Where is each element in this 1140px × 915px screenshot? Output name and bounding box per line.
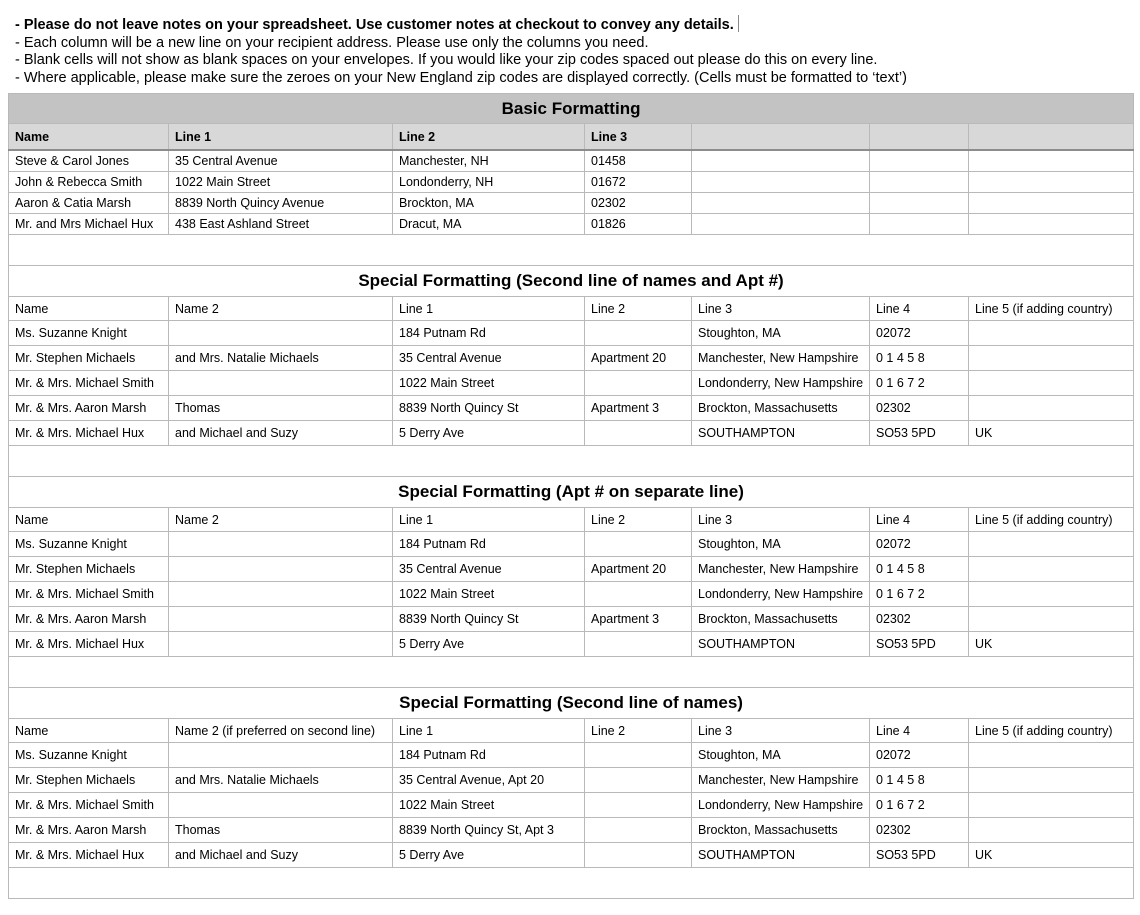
table-cell[interactable] xyxy=(969,768,1134,793)
table-cell[interactable]: 0 1 4 5 8 xyxy=(870,557,969,582)
table-cell[interactable]: 35 Central Avenue xyxy=(393,346,585,371)
header-cell[interactable]: Line 4 xyxy=(870,719,969,743)
table-cell[interactable]: and Michael and Suzy xyxy=(169,843,393,868)
table-row xyxy=(9,371,1134,396)
header-row xyxy=(9,719,1134,743)
table-cell[interactable]: 1022 Main Street xyxy=(169,172,393,193)
section-title-row xyxy=(9,477,1134,508)
table-cell[interactable]: Londonderry, NH xyxy=(393,172,585,193)
header-cell[interactable]: Name xyxy=(9,508,169,532)
header-cell[interactable]: Line 4 xyxy=(870,297,969,321)
table-cell[interactable] xyxy=(585,768,692,793)
table-cell[interactable] xyxy=(692,214,870,235)
table-row xyxy=(9,150,1134,172)
header-cell[interactable]: Name xyxy=(9,297,169,321)
table-cell[interactable]: Ms. Suzanne Knight xyxy=(9,532,169,557)
table-cell[interactable]: 35 Central Avenue xyxy=(393,557,585,582)
blank-row xyxy=(9,657,1134,688)
table-cell[interactable] xyxy=(969,582,1134,607)
table-cell[interactable]: Londonderry, New Hampshire xyxy=(692,582,870,607)
table-cell[interactable]: 0 1 6 7 2 xyxy=(870,582,969,607)
table-cell[interactable]: 1022 Main Street xyxy=(393,582,585,607)
table-cell[interactable]: Ms. Suzanne Knight xyxy=(9,321,169,346)
header-row xyxy=(9,124,1134,151)
table-cell[interactable]: SO53 5PD xyxy=(870,843,969,868)
table-cell[interactable]: UK xyxy=(969,843,1134,868)
table-cell[interactable] xyxy=(969,321,1134,346)
table-cell[interactable] xyxy=(969,214,1134,235)
table-row xyxy=(9,743,1134,768)
header-cell[interactable]: Line 5 (if adding country) xyxy=(969,719,1134,743)
spreadsheet-grid xyxy=(8,93,1134,899)
table-cell[interactable]: Brockton, Massachusetts xyxy=(692,396,870,421)
header-cell[interactable]: Line 1 xyxy=(393,719,585,743)
table-cell[interactable]: 35 Central Avenue, Apt 20 xyxy=(393,768,585,793)
table-cell[interactable]: 01826 xyxy=(585,214,692,235)
blank-cell[interactable] xyxy=(9,446,1134,477)
table-cell[interactable] xyxy=(692,150,870,172)
table-cell[interactable] xyxy=(585,632,692,657)
section-title-row xyxy=(9,94,1134,124)
table-cell[interactable]: SOUTHAMPTON xyxy=(692,421,870,446)
table-row xyxy=(9,793,1134,818)
table-cell[interactable]: 8839 North Quincy St xyxy=(393,396,585,421)
table-row xyxy=(9,607,1134,632)
header-cell[interactable]: Line 2 xyxy=(585,719,692,743)
table-cell[interactable]: Apartment 20 xyxy=(585,557,692,582)
table-cell[interactable]: Mr. Stephen Michaels xyxy=(9,346,169,371)
table-row xyxy=(9,321,1134,346)
table-cell[interactable] xyxy=(169,607,393,632)
table-cell[interactable]: and Mrs. Natalie Michaels xyxy=(169,768,393,793)
table-cell[interactable] xyxy=(969,346,1134,371)
table-cell[interactable]: UK xyxy=(969,421,1134,446)
table-cell[interactable]: Mr. Stephen Michaels xyxy=(9,557,169,582)
table-row xyxy=(9,396,1134,421)
table-cell[interactable] xyxy=(870,150,969,172)
header-row xyxy=(9,297,1134,321)
table-cell[interactable] xyxy=(969,172,1134,193)
table-cell[interactable]: 1022 Main Street xyxy=(393,371,585,396)
table-cell[interactable] xyxy=(870,214,969,235)
table-row xyxy=(9,557,1134,582)
table-cell[interactable] xyxy=(969,818,1134,843)
table-cell[interactable]: Londonderry, New Hampshire xyxy=(692,371,870,396)
header-cell[interactable]: Line 1 xyxy=(169,124,393,151)
header-cell[interactable]: Line 4 xyxy=(870,508,969,532)
table-cell[interactable] xyxy=(870,193,969,214)
table-cell[interactable]: 01458 xyxy=(585,150,692,172)
note-text: - Please do not leave notes on your spreadsheet. Use customer notes at checkout to convey any details. xyxy=(15,17,734,33)
table-row xyxy=(9,193,1134,214)
table-row xyxy=(9,768,1134,793)
table-cell[interactable]: and Michael and Suzy xyxy=(169,421,393,446)
table-cell[interactable]: Manchester, New Hampshire xyxy=(692,557,870,582)
table-cell[interactable]: Apartment 3 xyxy=(585,396,692,421)
table-cell[interactable]: 5 Derry Ave xyxy=(393,843,585,868)
table-cell[interactable]: Brockton, MA xyxy=(393,193,585,214)
blank-cell[interactable] xyxy=(9,235,1134,266)
table-row xyxy=(9,214,1134,235)
table-cell[interactable]: 8839 North Quincy St xyxy=(393,607,585,632)
note-line[interactable]: - Each column will be a new line on your recipient address. Please use only the columns you need. xyxy=(15,34,649,51)
table-cell[interactable] xyxy=(969,396,1134,421)
table-cell[interactable]: SOUTHAMPTON xyxy=(692,843,870,868)
header-cell[interactable]: Line 3 xyxy=(585,124,692,151)
table-cell[interactable] xyxy=(870,172,969,193)
table-cell[interactable]: 1022 Main Street xyxy=(393,793,585,818)
table-cell[interactable]: 5 Derry Ave xyxy=(393,421,585,446)
table-cell[interactable] xyxy=(969,532,1134,557)
table-cell[interactable] xyxy=(585,321,692,346)
table-cell[interactable] xyxy=(692,193,870,214)
header-cell[interactable]: Line 3 xyxy=(692,719,870,743)
table-cell[interactable]: Apartment 3 xyxy=(585,607,692,632)
header-cell[interactable]: Line 2 xyxy=(585,508,692,532)
table-cell[interactable]: 02072 xyxy=(870,532,969,557)
section-title[interactable]: Special Formatting (Second line of names and Apt #) xyxy=(9,266,1134,297)
table-cell[interactable] xyxy=(169,371,393,396)
table-cell[interactable]: SO53 5PD xyxy=(870,421,969,446)
table-cell[interactable]: Stoughton, MA xyxy=(692,743,870,768)
blank-row xyxy=(9,868,1134,899)
table-cell[interactable] xyxy=(585,532,692,557)
table-cell[interactable] xyxy=(969,607,1134,632)
table-cell[interactable]: 8839 North Quincy St, Apt 3 xyxy=(393,818,585,843)
header-cell[interactable]: Name 2 xyxy=(169,508,393,532)
table-cell[interactable] xyxy=(585,421,692,446)
table-cell[interactable]: 184 Putnam Rd xyxy=(393,532,585,557)
table-cell[interactable]: Mr. & Mrs. Michael Smith xyxy=(9,582,169,607)
table-cell[interactable]: 02072 xyxy=(870,321,969,346)
table-cell[interactable]: Mr. & Mrs. Michael Smith xyxy=(9,793,169,818)
header-cell[interactable]: Name 2 xyxy=(169,297,393,321)
header-cell[interactable]: Name xyxy=(9,719,169,743)
table-cell[interactable]: 35 Central Avenue xyxy=(169,150,393,172)
header-cell[interactable]: Line 1 xyxy=(393,508,585,532)
table-cell[interactable]: John & Rebecca Smith xyxy=(9,172,169,193)
table-row xyxy=(9,421,1134,446)
note-line[interactable]: - Where applicable, please make sure the zeroes on your New England zip codes are displayed correctly. (Cells must be formatted to ‘text’) xyxy=(15,69,907,86)
note-line[interactable]: - Blank cells will not show as blank spaces on your envelopes. If you would like your zip codes spaced out please do this on every line. xyxy=(15,52,878,68)
table-cell[interactable]: SOUTHAMPTON xyxy=(692,632,870,657)
table-cell[interactable]: 184 Putnam Rd xyxy=(393,743,585,768)
table-cell[interactable] xyxy=(169,632,393,657)
table-cell[interactable] xyxy=(169,557,393,582)
header-cell[interactable]: Line 1 xyxy=(393,297,585,321)
header-cell[interactable]: Line 5 (if adding country) xyxy=(969,508,1134,532)
table-row xyxy=(9,172,1134,193)
table-cell[interactable]: Dracut, MA xyxy=(393,214,585,235)
table-cell[interactable]: SO53 5PD xyxy=(870,632,969,657)
table-cell[interactable] xyxy=(169,532,393,557)
table-cell[interactable]: Mr. & Mrs. Michael Smith xyxy=(9,371,169,396)
table-cell[interactable] xyxy=(969,557,1134,582)
table-cell[interactable] xyxy=(169,582,393,607)
table-cell[interactable] xyxy=(585,582,692,607)
table-cell[interactable] xyxy=(169,793,393,818)
header-cell[interactable] xyxy=(692,124,870,151)
blank-row xyxy=(9,446,1134,477)
blank-row xyxy=(9,235,1134,266)
table-cell[interactable]: 02302 xyxy=(870,607,969,632)
table-cell[interactable]: Brockton, Massachusetts xyxy=(692,607,870,632)
table-cell[interactable]: Londonderry, New Hampshire xyxy=(692,793,870,818)
table-row xyxy=(9,532,1134,557)
table-cell[interactable] xyxy=(585,843,692,868)
table-cell[interactable] xyxy=(969,793,1134,818)
header-cell[interactable]: Name 2 (if preferred on second line) xyxy=(169,719,393,743)
table-cell[interactable]: 02072 xyxy=(870,743,969,768)
table-cell[interactable]: 5 Derry Ave xyxy=(393,632,585,657)
section-title[interactable]: Special Formatting (Second line of names) xyxy=(9,688,1134,719)
table-cell[interactable]: Apartment 20 xyxy=(585,346,692,371)
table-cell[interactable]: 0 1 6 7 2 xyxy=(870,793,969,818)
table-cell[interactable]: Manchester, New Hampshire xyxy=(692,346,870,371)
table-cell[interactable] xyxy=(585,818,692,843)
table-cell[interactable]: Mr. & Mrs. Michael Hux xyxy=(9,421,169,446)
table-cell[interactable] xyxy=(969,371,1134,396)
header-cell[interactable] xyxy=(870,124,969,151)
table-row xyxy=(9,346,1134,371)
table-cell[interactable]: Stoughton, MA xyxy=(692,321,870,346)
table-cell[interactable]: Thomas xyxy=(169,396,393,421)
table-cell[interactable]: 438 East Ashland Street xyxy=(169,214,393,235)
note-line[interactable] xyxy=(15,15,907,35)
table-cell[interactable]: Mr. & Mrs. Michael Hux xyxy=(9,632,169,657)
table-row xyxy=(9,582,1134,607)
table-row xyxy=(9,818,1134,843)
header-cell[interactable]: Line 3 xyxy=(692,297,870,321)
table-cell[interactable]: 0 1 4 5 8 xyxy=(870,768,969,793)
header-cell[interactable]: Line 5 (if adding country) xyxy=(969,297,1134,321)
table-cell[interactable]: Aaron & Catia Marsh xyxy=(9,193,169,214)
table-cell[interactable]: Ms. Suzanne Knight xyxy=(9,743,169,768)
section-title[interactable]: Basic Formatting xyxy=(9,94,1134,124)
table-cell[interactable] xyxy=(169,743,393,768)
header-row xyxy=(9,508,1134,532)
table-cell[interactable]: Mr. & Mrs. Michael Hux xyxy=(9,843,169,868)
section-title-row xyxy=(9,266,1134,297)
instructions-notes xyxy=(15,15,907,87)
table-cell[interactable]: Brockton, Massachusetts xyxy=(692,818,870,843)
table-cell[interactable]: Manchester, New Hampshire xyxy=(692,768,870,793)
table-cell[interactable]: Mr. & Mrs. Aaron Marsh xyxy=(9,607,169,632)
table-cell[interactable]: 01672 xyxy=(585,172,692,193)
table-cell[interactable]: and Mrs. Natalie Michaels xyxy=(169,346,393,371)
blank-cell[interactable] xyxy=(9,868,1134,899)
table-cell[interactable] xyxy=(969,743,1134,768)
header-cell[interactable]: Name xyxy=(9,124,169,151)
table-cell[interactable]: UK xyxy=(969,632,1134,657)
header-cell[interactable]: Line 3 xyxy=(692,508,870,532)
table-cell[interactable]: Mr. & Mrs. Aaron Marsh xyxy=(9,396,169,421)
table-cell[interactable]: Mr. & Mrs. Aaron Marsh xyxy=(9,818,169,843)
table-cell[interactable]: 0 1 6 7 2 xyxy=(870,371,969,396)
table-cell[interactable] xyxy=(585,371,692,396)
table-cell[interactable]: 02302 xyxy=(870,818,969,843)
table-cell[interactable]: Thomas xyxy=(169,818,393,843)
header-cell[interactable]: Line 2 xyxy=(393,124,585,151)
table-cell[interactable]: 0 1 4 5 8 xyxy=(870,346,969,371)
table-cell[interactable]: 8839 North Quincy Avenue xyxy=(169,193,393,214)
table-cell[interactable]: Mr. Stephen Michaels xyxy=(9,768,169,793)
section-title-row xyxy=(9,688,1134,719)
table-cell[interactable]: Manchester, NH xyxy=(393,150,585,172)
table-row xyxy=(9,632,1134,657)
table-cell[interactable] xyxy=(969,150,1134,172)
table-cell[interactable]: 184 Putnam Rd xyxy=(393,321,585,346)
blank-cell[interactable] xyxy=(9,657,1134,688)
text-cursor xyxy=(738,15,739,32)
table-cell[interactable]: Stoughton, MA xyxy=(692,532,870,557)
table-cell[interactable] xyxy=(585,793,692,818)
table-cell[interactable] xyxy=(692,172,870,193)
table-cell[interactable] xyxy=(969,193,1134,214)
table-cell[interactable]: Steve & Carol Jones xyxy=(9,150,169,172)
table-cell[interactable] xyxy=(169,321,393,346)
table-row xyxy=(9,843,1134,868)
header-cell[interactable]: Line 2 xyxy=(585,297,692,321)
table-cell[interactable]: 02302 xyxy=(585,193,692,214)
table-cell[interactable]: 02302 xyxy=(870,396,969,421)
section-title[interactable]: Special Formatting (Apt # on separate line) xyxy=(9,477,1134,508)
table-cell[interactable] xyxy=(585,743,692,768)
header-cell[interactable] xyxy=(969,124,1134,151)
table-cell[interactable]: Mr. and Mrs Michael Hux xyxy=(9,214,169,235)
